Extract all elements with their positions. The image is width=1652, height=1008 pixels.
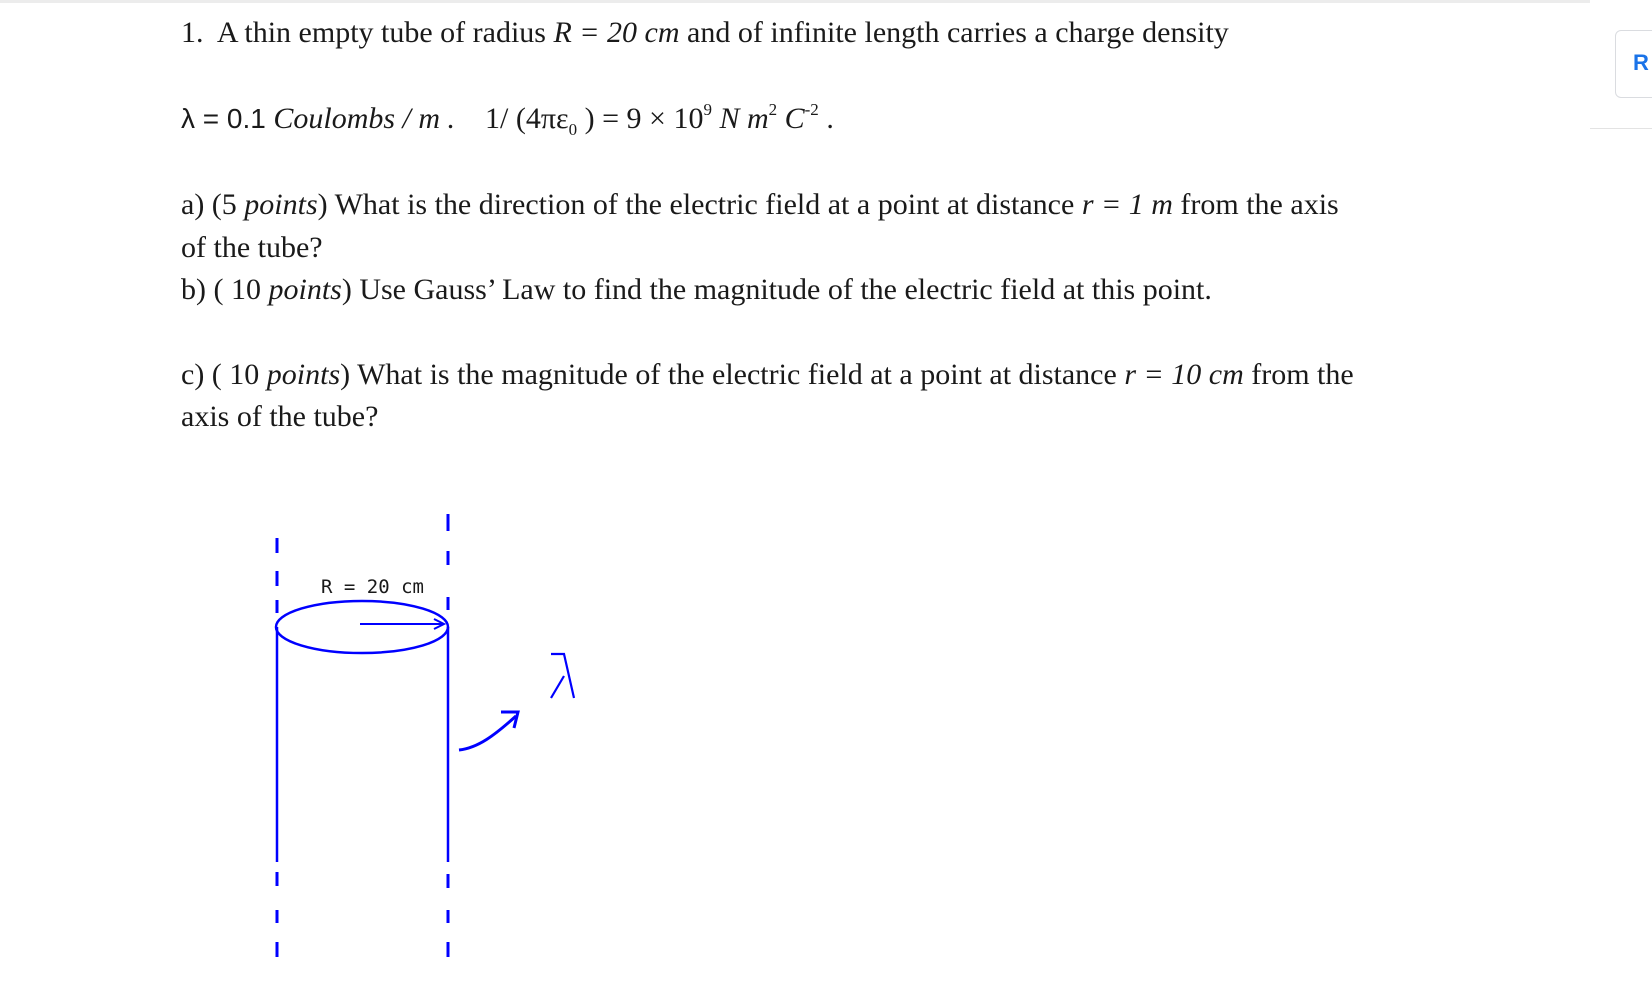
side-divider bbox=[1590, 128, 1652, 129]
lambda-value: λ = 0.1 bbox=[181, 103, 266, 134]
lambda-glyph bbox=[551, 654, 574, 698]
charge-pointer-arrow bbox=[459, 716, 516, 750]
radius-label: R = 20 cm bbox=[321, 576, 424, 598]
question-intro-tail: and of infinite length carries a charge density bbox=[687, 16, 1229, 49]
part-c: c) ( 10 points) What is the magnitude of the electric field at a point at distance r = 10 cm from the bbox=[181, 358, 1354, 391]
question-intro: A thin empty tube of radius bbox=[216, 16, 546, 49]
lambda-units: Coulombs / m . bbox=[273, 102, 456, 135]
part-a-distance: r = 1 m bbox=[1081, 188, 1173, 221]
tube-top-ellipse bbox=[276, 601, 448, 653]
radius-value: R = 20 cm bbox=[553, 16, 680, 49]
part-c-distance: r = 10 cm bbox=[1124, 358, 1244, 391]
question-number: 1. bbox=[181, 16, 204, 49]
part-a-line-2: of the tube? bbox=[181, 231, 323, 264]
part-a: a) (5 points) What is the direction of the electric field at a point at distance r = 1 m from the axis bbox=[181, 188, 1339, 221]
part-c-line-2: axis of the tube? bbox=[181, 400, 379, 433]
side-panel-button[interactable]: R bbox=[1615, 30, 1652, 98]
coulomb-constant: 1/ ($4\pi\varepsilon_0$ ) = $9 \times 10^9$ N $m^2$ $C^{-2}$ . bbox=[485, 100, 834, 139]
part-b: b) ( 10 points) Use Gauss’ Law to find the magnitude of the electric field at this point. bbox=[181, 273, 1212, 306]
